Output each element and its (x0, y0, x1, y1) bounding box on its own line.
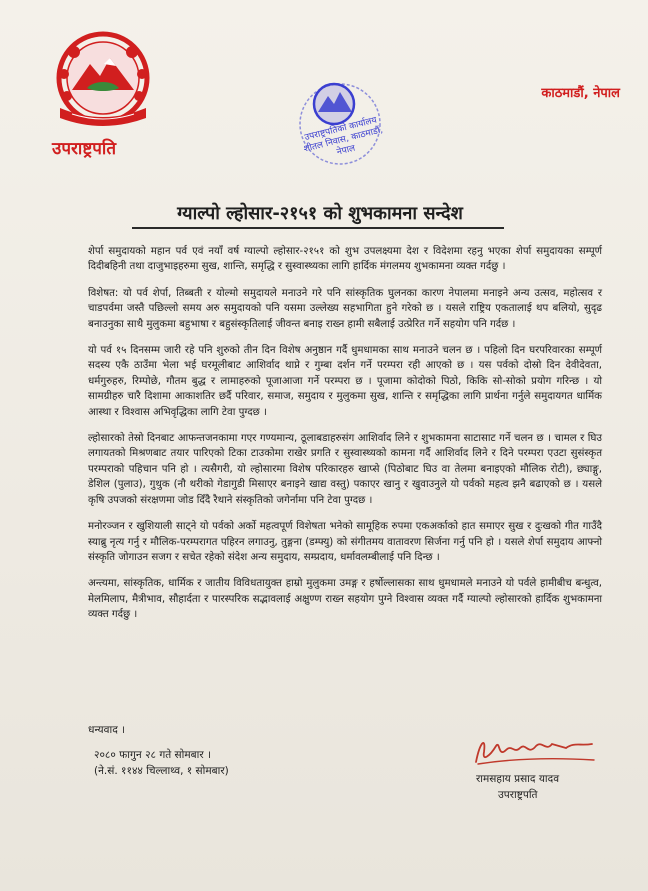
letter-body (88, 244, 602, 634)
location-label: काठमाडौं, नेपाल (541, 86, 620, 101)
thanks-line: धन्यवाद । (88, 724, 126, 736)
paragraph: शेर्पा समुदायको महान पर्व एवं नयाँ वर्ष ग्याल्पो ल्होसार-२१५१ को शुभ उपलक्ष्यमा देश र विदेशमा रहनु भएका शेर्पा समुदायका सम्पूर्ण दिदीबहिनी तथा दाजुभाइहरुमा सुख, शान्ति, समृद्धि र सुस्वास्थ्यका लागि हार्दिक मंगलमय शुभकामना व्यक्त गर्दछु । (88, 246, 602, 273)
paragraph: ल्होसारको तेस्रो दिनबाट आफन्तजनकामा गएर गण्यमान्य, ठूलाबडाहरुसंग आशिर्वाद लिने र शुभकामना साटासाट गर्ने चलन छ । चामल र घिउ लगायतको मिश्रणबाट तयार पारिएको टिका टाउकोमा राखेर प्रगति र सुस्वास्थ्यको कामना गर्दै आशिर्वाद लिने र दिने परम्परा एउटा सुसंस्कृत परम्पराको पहिचान पनि हो । त्यसैगरी, यो ल्होसारमा विशेष परिकारहरु खाप्से (पिठोबाट घिउ वा तेलमा बनाइएको मौलिक रोटी), छ्याङ्गु, डेशिल (पुलाउ), गुथुक (नौ थरीको गेडागुडी मिसाएर बनाइने खाद्य वस्तु) पकाएर खानु र खुवाउनुले यो पर्वको महत्व झनै बढाएको छ । यसले कृषि उपजको संरक्षणमा जोड दिँदै रैथाने संस्कृतिको जगेर्नामा पनि टेवा पुग्दछ । (88, 433, 602, 506)
paragraph: यो पर्व १५ दिनसम्म जारी रहे पनि शुरुको तीन दिन विशेष अनुष्ठान गर्दै धुमधामका साथ मनाउने चलन छ । पहिलो दिन घरपरिवारका सम्पूर्ण सदस्य एकै ठाउँमा भेला भई घरमूलीबाट आशिर्वाद थाप्ने र गुम्बा दर्शन गर्ने परम्परा रही आएको छ । यस पर्वको दोस्रो दिन देवीदेवता, धर्मगुरुहरु, रिम्पोछे, गौतम बुद्ध र लामाहरुको पूजाआजा गर्ने परम्परा छ । पूजामा कोदोको पिठो, किकि सो-सोको प्रयोग गरिन्छ । यो सामग्रीहरु चारै दिशामा आकाशतिर छर्दै परिवार, समाज, समुदाय र मुलुकमा सुख, शान्ति र समृद्धिका लागि प्रार्थना गर्नुले समुदायगत धार्मिक आस्था र विश्वास अभिवृद्धिका लागि टेवा पुग्दछ । (88, 345, 602, 418)
paragraph: विशेषत: यो पर्व शेर्पा, तिब्बती र योल्मो समुदायले मनाउने गरे पनि सांस्कृतिक घुलनका कारण नेपालमा मनाइने अन्य उत्सव, महोत्सव र चाडपर्वमा जस्तै पछिल्लो समय अरु समुदायको पनि यसमा उल्लेख्य सहभागिता हुने गरेको छ । यसले राष्ट्रिय एकतालाई थप बलियो, सुदृढ बनाउनुका साथै मुलुकमा बहुभाषा र बहुसंस्कृतिलाई जीवन्त बनाइ राख्न हामी सबैलाई उत्प्रेरित गर्ने सहयोग पनि गर्दछ । (88, 287, 602, 330)
letter-title: ग्याल्पो ल्होसार-२१५१ को शुभकामना सन्देश (177, 203, 463, 224)
title-underline (132, 227, 504, 229)
handwritten-signature-icon (470, 732, 600, 768)
nepal-coat-of-arms-icon (52, 30, 154, 130)
office-title: उपराष्ट्रपति (52, 139, 117, 159)
signer-title: उपराष्ट्रपति (498, 789, 538, 801)
date-line-nepal-sambat: (ने.सं. ११४४ चिल्लाथ्व, १ सोमबार) (94, 765, 229, 777)
paragraph: मनोरञ्जन र खुशियाली साट्ने यो पर्वको अर्को महत्वपूर्ण विशेषता भनेको सामूहिक रुपमा एकअर्काको हात समाएर सुख र दुःखको गीत गाउँदै स्याब्रु नृत्य गर्नु र मौलिक-परम्परागत पहिरन लगाउनु, तुङ्गना (डम्फ्यु) को संगीतमय वातावरण सिर्जना गर्नु पनि हो । यसले शेर्पा समुदाय आफ्नो संस्कृति जोगाउन सजग र सचेत रहेको संदेश अन्य समुदाय, सम्प्रदाय, धर्मावलम्बीलाई पनि दिन्छ । (88, 521, 602, 563)
signer-name: रामसहाय प्रसाद यादव (476, 773, 560, 785)
paragraph: अन्त्यमा, सांस्कृतिक, धार्मिक र जातीय विविधतायुक्त हाम्रो मुलुकमा उमङ्ग र हर्षोल्लासका साथ धुमधामले मनाउने यो पर्वले हामीबीच बन्धुत्व, मेलमिलाप, मैत्रीभाव, सौहार्दता र पारस्परिक सद्भावलाई अक्षुण्ण राख्न सहयोग पुग्ने विश्वास व्यक्त गर्दै ग्याल्पो ल्होसारको हार्दिक शुभकामना व्यक्त गर्दछु । (88, 578, 602, 621)
seal-text: उपराष्ट्रपतिको कार्यालय शीतल निवास, काठमाडौं, नेपाल (302, 115, 384, 158)
date-line: २०८० फागुन २८ गते सोमबार । (94, 749, 211, 761)
